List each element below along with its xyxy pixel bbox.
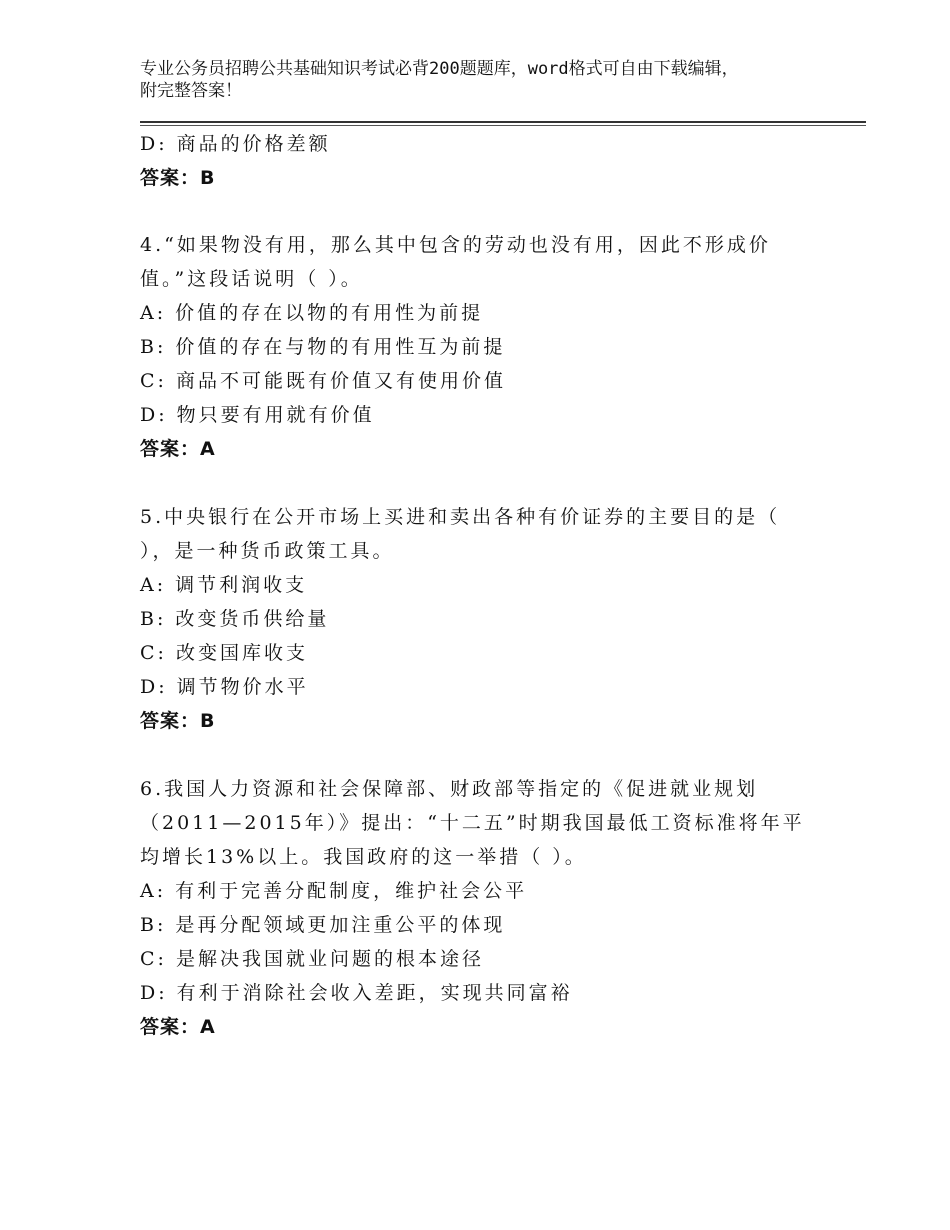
option-d: D: 商品的价格差额 xyxy=(140,133,331,155)
header-line-1: 专业公务员招聘公共基础知识考试必背200题题库，word格式可自由下载编辑， xyxy=(140,59,739,79)
header-divider-thin xyxy=(140,125,866,126)
question-stem: 5.中央银行在公开市场上买进和卖出各种有价证券的主要目的是（ xyxy=(140,506,781,528)
option-b: B: 改变货币供给量 xyxy=(140,608,330,630)
question-stem: （2011—2015年）》提出：“十二五”时期我国最低工资标准将年平 xyxy=(140,812,805,834)
question-5 xyxy=(140,500,860,738)
question-stem: ），是一种货币政策工具。 xyxy=(140,540,395,562)
option-b: B: 是再分配领域更加注重公平的体现 xyxy=(140,914,506,936)
question-stem: 6.我国人力资源和社会保障部、财政部等指定的《促进就业规划 xyxy=(140,778,759,800)
answer-label: 答案：A xyxy=(140,438,216,460)
header-divider-thick xyxy=(140,121,866,123)
option-a: A: 有利于完善分配制度，维护社会公平 xyxy=(140,880,528,902)
question-stem: 4.“如果物没有用，那么其中包含的劳动也没有用，因此不形成价 xyxy=(140,234,771,256)
question-4 xyxy=(140,228,860,466)
option-d: D: 有利于消除社会收入差距，实现共同富裕 xyxy=(140,982,573,1004)
option-a: A: 调节利润收支 xyxy=(140,574,308,596)
answer-label: 答案：B xyxy=(140,710,216,732)
option-d: D: 物只要有用就有价值 xyxy=(140,404,375,426)
option-c: C: 是解决我国就业问题的根本途径 xyxy=(140,948,484,970)
answer-label: 答案：B xyxy=(140,167,216,189)
question-3-tail xyxy=(140,127,860,195)
option-a: A: 价值的存在以物的有用性为前提 xyxy=(140,302,484,324)
option-b: B: 价值的存在与物的有用性互为前提 xyxy=(140,336,506,358)
option-d: D: 调节物价水平 xyxy=(140,676,309,698)
option-c: C: 商品不可能既有价值又有使用价值 xyxy=(140,370,506,392)
question-list xyxy=(140,127,860,1044)
question-6 xyxy=(140,772,860,1044)
page-header xyxy=(140,58,840,102)
header-line-2: 附完整答案！ xyxy=(140,81,242,101)
question-stem: 值。”这段话说明（ ）。 xyxy=(140,268,363,290)
question-stem: 均增长13%以上。我国政府的这一举措（ ）。 xyxy=(140,846,587,868)
option-c: C: 改变国库收支 xyxy=(140,642,308,664)
answer-label: 答案：A xyxy=(140,1016,216,1038)
